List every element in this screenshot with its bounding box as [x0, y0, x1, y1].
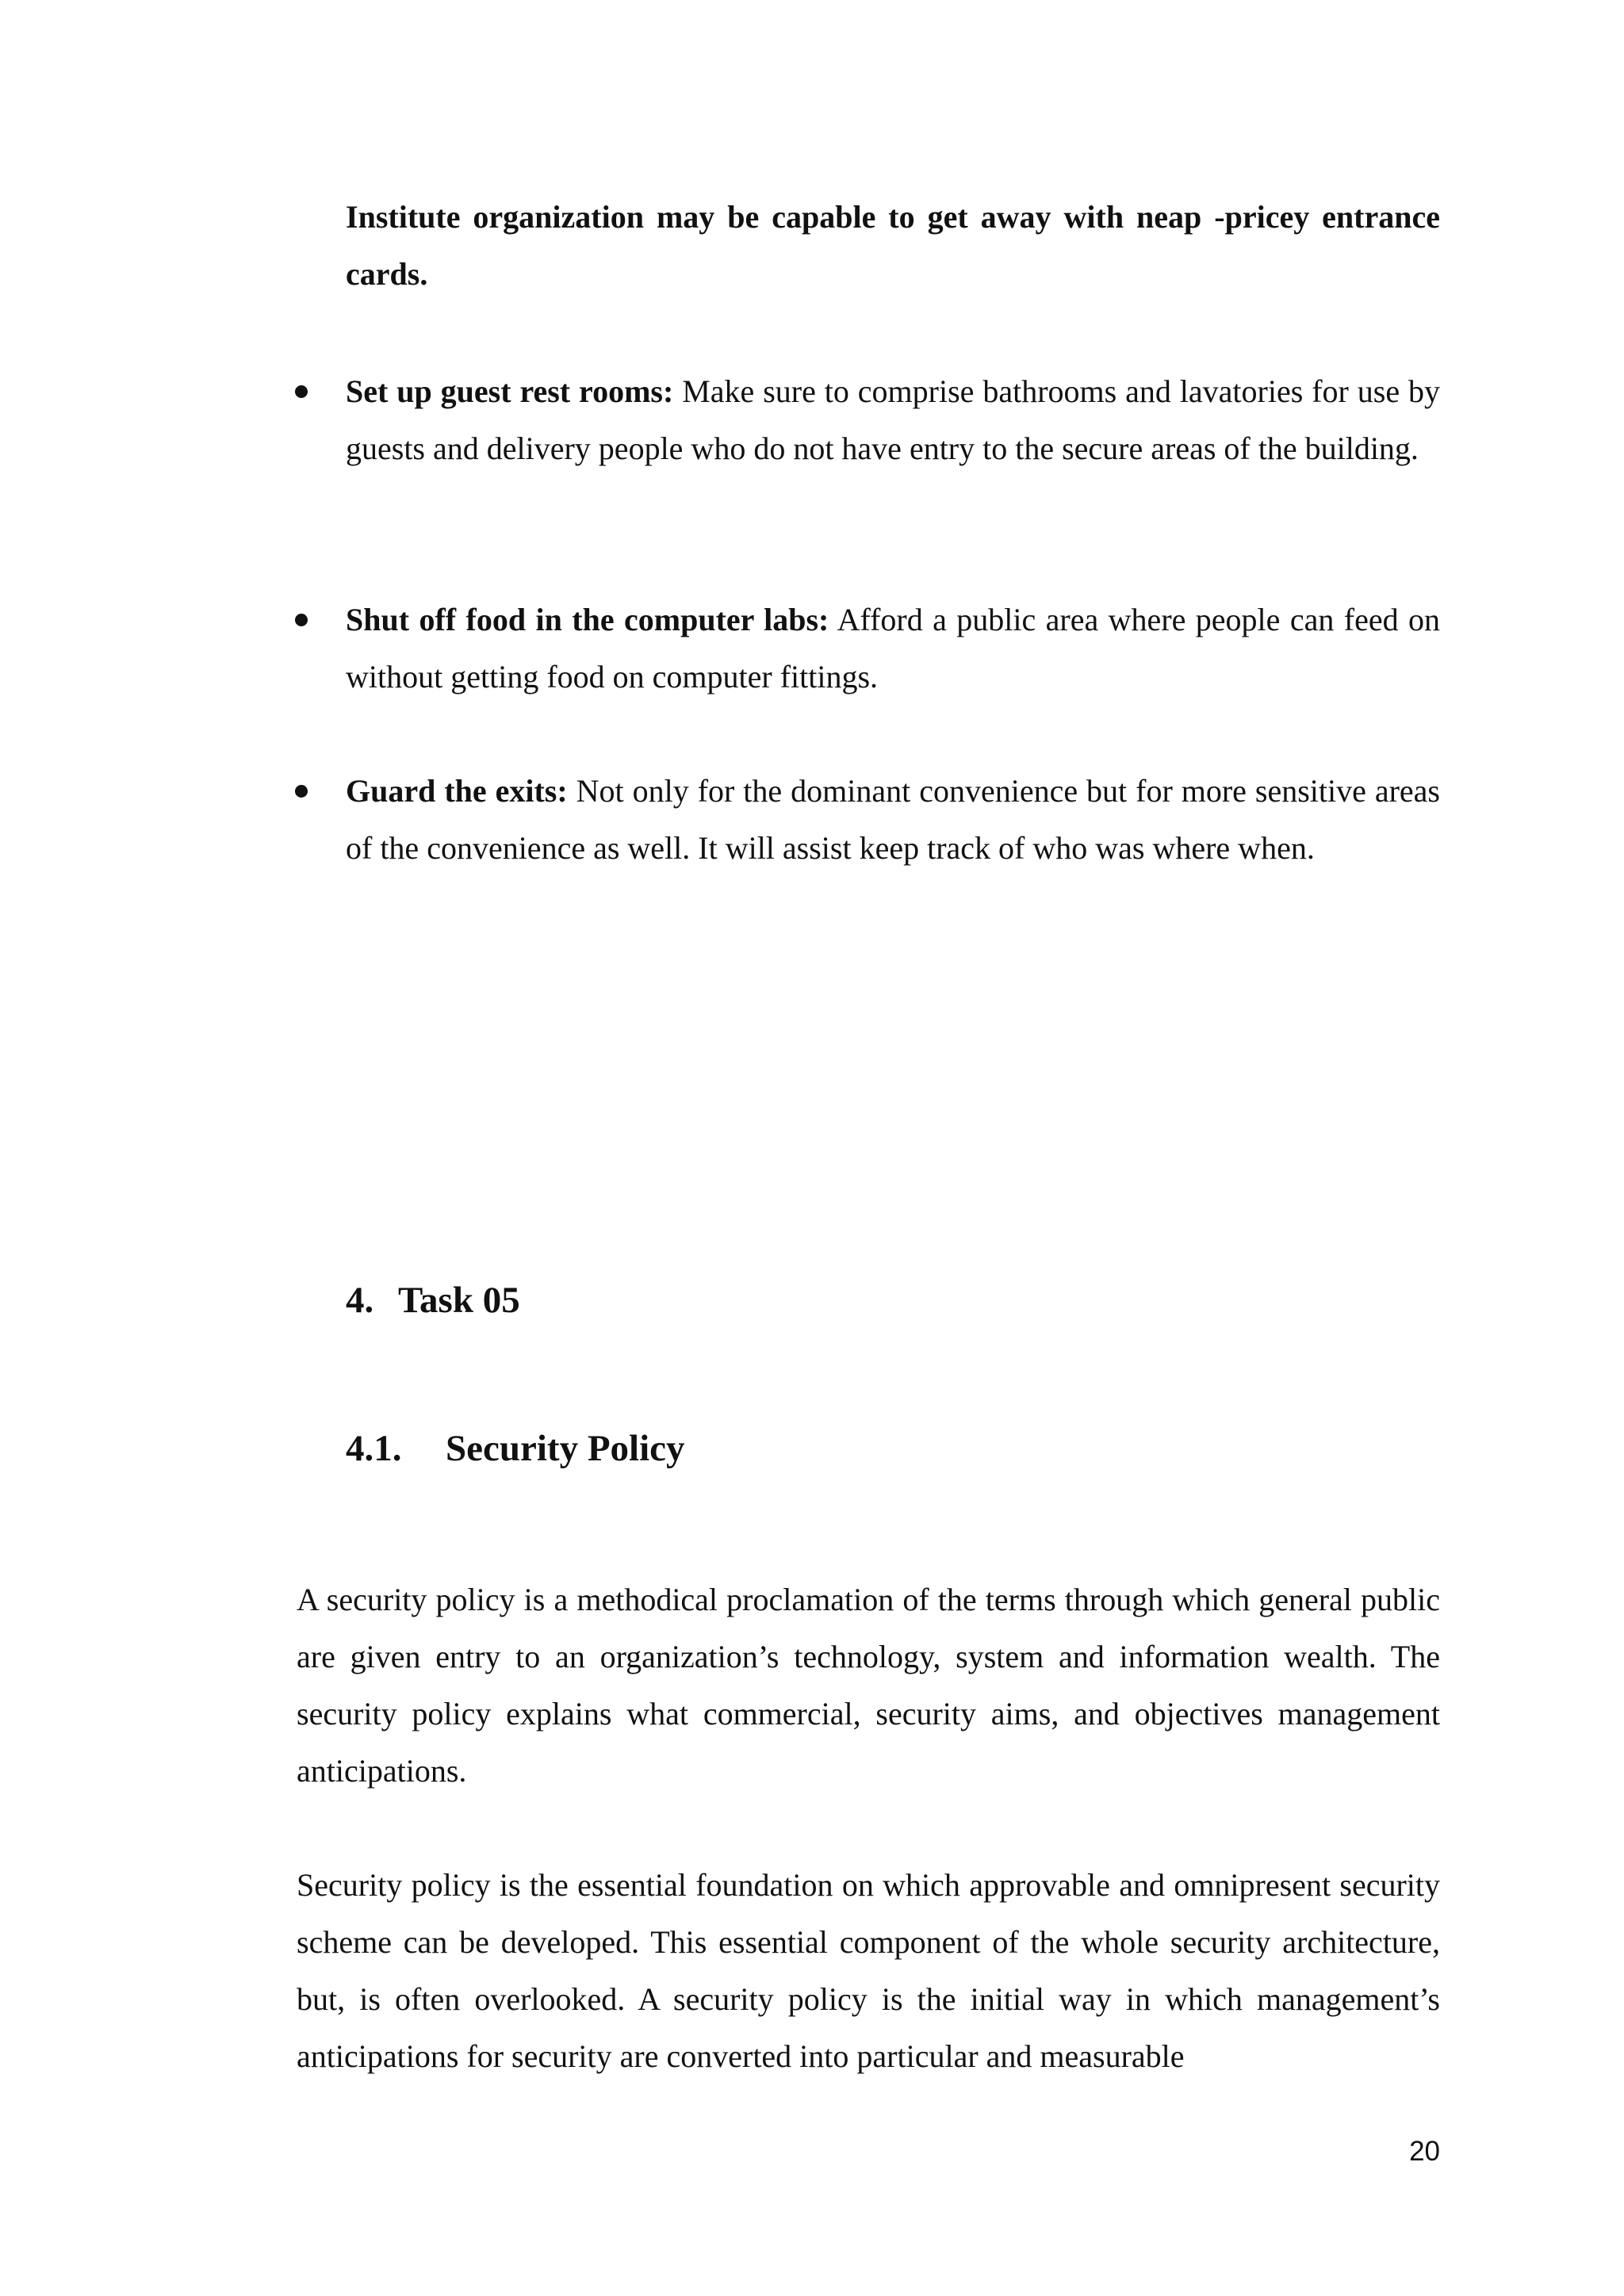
list-item-text: [346, 591, 1440, 706]
bullet-icon: [295, 385, 308, 398]
page-number: 20: [1409, 2136, 1440, 2167]
subsection-number: 4.1.: [346, 1428, 402, 1469]
continuation-paragraph: Institute organization may be capable to get away with neap -pricey entrance cards.: [346, 199, 1440, 292]
list-item-text: [346, 763, 1440, 877]
subsection-heading: [346, 1425, 685, 1472]
list-item-lead: Shut off food in the computer labs:: [346, 602, 829, 637]
body-paragraph: A security policy is a methodical proclamation of the terms through which general public are given entry to an organization’s technology, system and information wealth. The security policy explains what commercial, security aims, and objectives management anticipations.: [297, 1582, 1440, 1789]
list-item-lead: Set up guest rest rooms:: [346, 373, 674, 409]
body-paragraph: Security policy is the essential foundation on which approvable and omnipresent security scheme can be developed. This essential component of the whole security architecture, but, is often overlooked. A security policy is the initial way in which management’s anticipations for security are converted into particular and measurable: [297, 1867, 1440, 2074]
list-item-lead: Guard the exits:: [346, 773, 568, 809]
list-item-body: Make sure to comprise bathrooms and lavatories for use by guests and delivery people who do not have entry to the secure areas of the building.: [346, 373, 1441, 466]
section-number: 4.: [346, 1280, 374, 1321]
section-title: Task 05: [398, 1280, 520, 1321]
bullet-icon: [295, 614, 308, 626]
subsection-title: Security Policy: [446, 1428, 685, 1469]
list-item-body: Afford a public area where people can feed on without getting food on computer fittings.: [346, 602, 1440, 695]
list-item-body: Not only for the dominant convenience but for more sensitive areas of the convenience as well. It will assist keep track of who was where when.: [346, 773, 1440, 866]
section-heading: [346, 1276, 520, 1324]
bullet-icon: [295, 785, 308, 798]
list-item-text: [346, 363, 1440, 477]
